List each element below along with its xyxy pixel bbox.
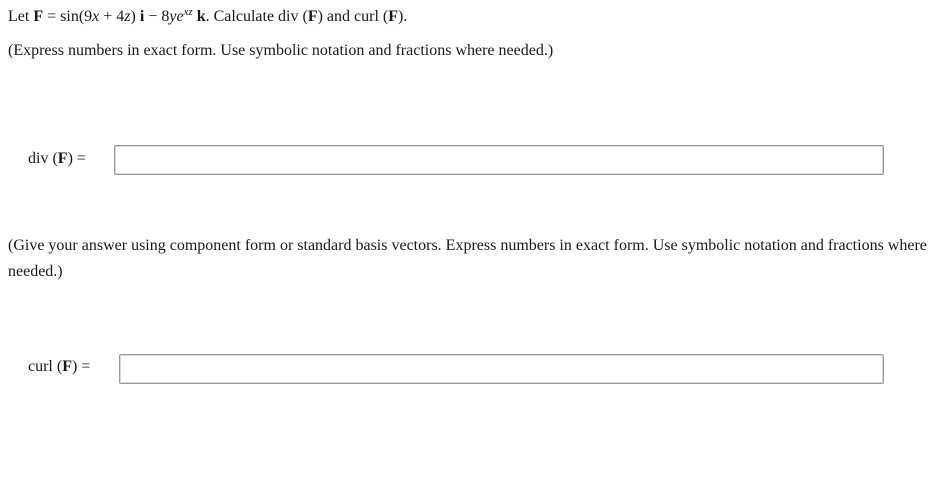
let-text: Let	[8, 8, 30, 25]
equals-sign: =	[47, 8, 57, 25]
sin-function: sin	[60, 8, 79, 25]
problem-statement: Let F = sin(9x + 4z) $i - 8ye^{xz}$ k. Calculate div (F) and curl (F).	[8, 6, 408, 25]
coef-4: 4	[116, 8, 125, 25]
exponent-xz: xz	[183, 6, 193, 18]
div-equals: =	[76, 150, 86, 167]
div-answer-label: div (F) =	[28, 150, 86, 167]
basis-k: k	[196, 8, 206, 25]
div-F-symbol: F	[307, 8, 318, 25]
var-z: z	[124, 8, 131, 25]
plus-sign: +	[103, 8, 113, 25]
curl-answer-field[interactable]	[119, 354, 884, 384]
and-curl-text: and curl	[326, 8, 379, 25]
curl-answer-input[interactable]	[120, 355, 883, 383]
basis-i: i	[139, 8, 145, 25]
curl-answer-label: curl (F) =	[28, 358, 91, 375]
curl-label: curl	[28, 358, 53, 375]
coef-9: 9	[84, 8, 93, 25]
div-answer-input[interactable]	[115, 146, 883, 174]
paren-open: (	[78, 8, 85, 25]
vector-field-symbol: F	[33, 8, 44, 25]
calculate-div-text: . Calculate div	[205, 8, 299, 25]
minus-sign: −	[148, 8, 158, 25]
coef-8: 8	[161, 8, 170, 25]
var-x: x	[92, 8, 100, 25]
curl-label-F: F	[62, 358, 72, 375]
var-y: y	[169, 8, 177, 25]
exp-base-e: e	[176, 8, 184, 25]
period: .	[403, 8, 408, 25]
curl-equals: =	[81, 358, 91, 375]
div-answer-field[interactable]	[114, 145, 884, 175]
div-label: div	[28, 150, 49, 167]
div-label-F: F	[57, 150, 68, 167]
curl-F-symbol: F	[388, 8, 399, 25]
curl-instructions: (Give your answer using component form or standard basis vectors. Express numbers in exact form. Use symbolic notation and fractions where needed.)	[8, 237, 927, 280]
paren-close: )	[130, 8, 136, 25]
div-instructions: (Express numbers in exact form. Use symbolic notation and fractions where needed.)	[8, 42, 554, 59]
